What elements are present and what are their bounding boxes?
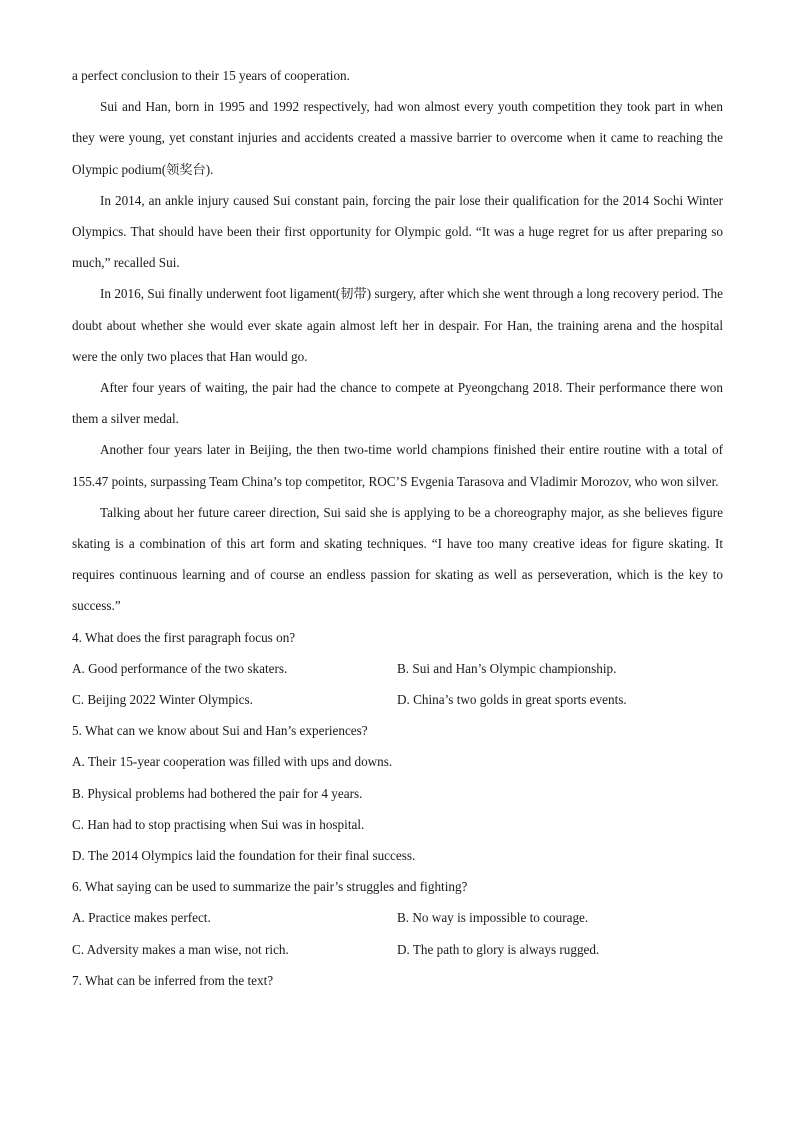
passage-paragraph-3: In 2014, an ankle injury caused Sui constant pain, forcing the pair lose their qualification for the 2014 Sochi Winter Olympics. That should have been their first opportunity for Olympic gold. “It was a huge regret for us after preparing so much,” recalled Sui. xyxy=(72,192,723,271)
options-row xyxy=(72,809,723,840)
option-d[interactable]: D. The path to glory is always rugged. xyxy=(397,941,600,957)
option-b[interactable]: B. Sui and Han’s Olympic championship. xyxy=(397,660,617,676)
passage-paragraph-5: After four years of waiting, the pair had the chance to compete at Pyeongchang 2018. Their performance there won them a silver medal. xyxy=(72,380,723,427)
option-b[interactable]: B. No way is impossible to courage. xyxy=(397,910,589,926)
text-block xyxy=(72,60,723,996)
option-c[interactable]: C. Adversity makes a man wise, not rich. xyxy=(72,941,289,957)
passage-paragraph-7: Talking about her future career direction, Sui said she is applying to be a choreography major, as she believes figure skating is a combination of this art form and skating techniques. “I have too many creative ideas for figure skating. It requires continuous learning and of course an endless passion for skating as well as perseveration, which is the key to success.” xyxy=(72,504,723,614)
question-stem: 7. What can be inferred from the text? xyxy=(72,972,274,988)
option-d[interactable]: D. The 2014 Olympics laid the foundation for their final success. xyxy=(72,848,416,864)
options-row xyxy=(72,653,723,684)
passage-paragraph-4: In 2016, Sui finally underwent foot ligament(韧带) surgery, after which she went through a long recovery period. The doubt about whether she would ever skate again almost left her in despair. For Han, the training arena and the hospital were the only two places that Han would go. xyxy=(72,286,723,364)
question-stem: 4. What does the first paragraph focus on? xyxy=(72,629,296,645)
passage-paragraph-2: Sui and Han, born in 1995 and 1992 respectively, had won almost every youth competition they took part in when they were young, yet constant injuries and accidents created a massive barrier to overcome when it came to reaching the Olympic podium(领奖台). xyxy=(72,99,723,177)
option-b[interactable]: B. Physical problems had bothered the pair for 4 years. xyxy=(72,785,363,801)
question-7 xyxy=(72,965,723,996)
option-a[interactable]: A. Practice makes perfect. xyxy=(72,910,211,926)
options-row xyxy=(72,778,723,809)
option-c[interactable]: C. Han had to stop practising when Sui was in hospital. xyxy=(72,816,365,832)
option-d[interactable]: D. China’s two golds in great sports events. xyxy=(397,692,627,708)
question-6 xyxy=(72,871,723,965)
question-4 xyxy=(72,622,723,716)
options-row xyxy=(72,746,723,777)
option-a[interactable]: A. Good performance of the two skaters. xyxy=(72,660,288,676)
options-row xyxy=(72,902,723,933)
question-stem: 5. What can we know about Sui and Han’s experiences? xyxy=(72,723,368,739)
options-row xyxy=(72,684,723,715)
options-row xyxy=(72,840,723,871)
passage-paragraph-continuation: a perfect conclusion to their 15 years of cooperation. xyxy=(72,68,350,83)
options-row xyxy=(72,934,723,965)
option-a[interactable]: A. Their 15-year cooperation was filled with ups and downs. xyxy=(72,754,393,770)
option-c[interactable]: C. Beijing 2022 Winter Olympics. xyxy=(72,692,253,708)
question-stem: 6. What saying can be used to summarize the pair’s struggles and fighting? xyxy=(72,879,468,895)
question-5 xyxy=(72,715,723,871)
passage-paragraph-6: Another four years later in Beijing, the then two-time world champions finished their entire routine with a total of 155.47 points, surpassing Team China’s top competitor, ROC’S Evgenia Tarasova and Vladimir Morozov, who won silver. xyxy=(72,442,723,489)
